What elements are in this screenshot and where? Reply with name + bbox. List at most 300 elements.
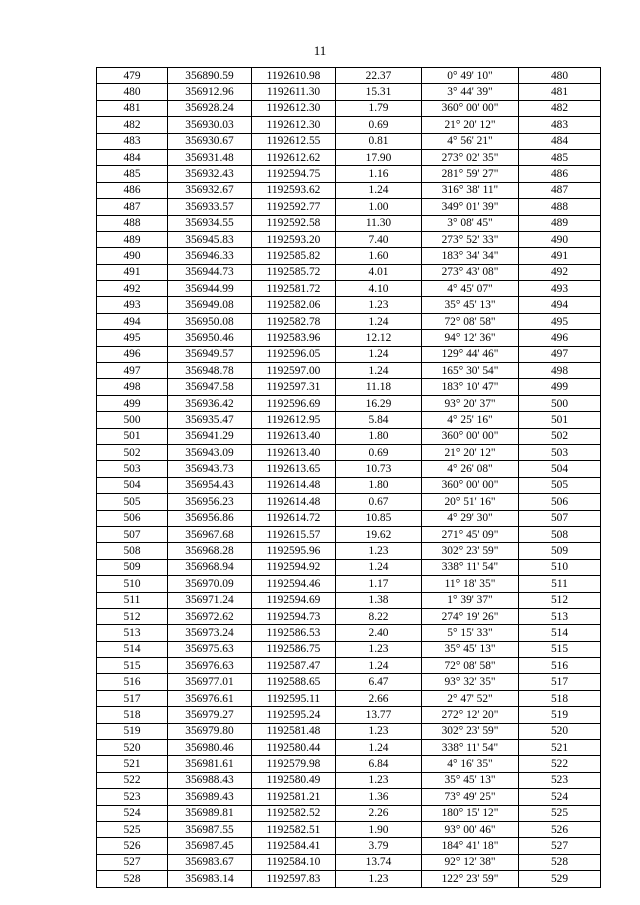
point-number-cell: 504 — [97, 477, 168, 493]
bearing-cell: 35° 45' 13" — [422, 641, 519, 657]
distance-cell: 10.73 — [336, 461, 422, 477]
table-row — [97, 789, 601, 805]
table-row — [97, 772, 601, 788]
y-coordinate-cell: 1192587.47 — [252, 658, 336, 674]
x-coordinate-cell: 356941.29 — [168, 428, 252, 444]
x-coordinate-cell: 356977.01 — [168, 674, 252, 690]
distance-cell: 1.23 — [336, 543, 422, 559]
x-coordinate-cell: 356912.96 — [168, 84, 252, 100]
next-point-cell: 515 — [519, 641, 601, 657]
bearing-cell: 35° 45' 13" — [422, 297, 519, 313]
distance-cell: 1.23 — [336, 297, 422, 313]
y-coordinate-cell: 1192581.72 — [252, 281, 336, 297]
bearing-cell: 184° 41' 18" — [422, 838, 519, 854]
table-row — [97, 330, 601, 346]
distance-cell: 15.31 — [336, 84, 422, 100]
x-coordinate-cell: 356949.57 — [168, 346, 252, 362]
y-coordinate-cell: 1192582.78 — [252, 313, 336, 329]
table-row — [97, 625, 601, 641]
x-coordinate-cell: 356956.86 — [168, 510, 252, 526]
table-row — [97, 412, 601, 428]
point-number-cell: 480 — [97, 84, 168, 100]
bearing-cell: 72° 08' 58" — [422, 658, 519, 674]
table-row — [97, 461, 601, 477]
bearing-cell: 180° 15' 12" — [422, 805, 519, 821]
bearing-cell: 11° 18' 35" — [422, 576, 519, 592]
distance-cell: 1.24 — [336, 658, 422, 674]
table-row — [97, 248, 601, 264]
bearing-cell: 183° 10' 47" — [422, 379, 519, 395]
next-point-cell: 511 — [519, 576, 601, 592]
bearing-cell: 21° 20' 12" — [422, 117, 519, 133]
x-coordinate-cell: 356976.63 — [168, 658, 252, 674]
next-point-cell: 529 — [519, 871, 601, 887]
y-coordinate-cell: 1192610.98 — [252, 68, 336, 84]
point-number-cell: 502 — [97, 444, 168, 460]
y-coordinate-cell: 1192594.75 — [252, 166, 336, 182]
distance-cell: 5.84 — [336, 412, 422, 428]
next-point-cell: 488 — [519, 199, 601, 215]
next-point-cell: 525 — [519, 805, 601, 821]
table-row — [97, 658, 601, 674]
point-number-cell: 517 — [97, 690, 168, 706]
x-coordinate-cell: 356988.43 — [168, 772, 252, 788]
x-coordinate-cell: 356979.80 — [168, 723, 252, 739]
x-coordinate-cell: 356979.27 — [168, 707, 252, 723]
y-coordinate-cell: 1192581.48 — [252, 723, 336, 739]
x-coordinate-cell: 356954.43 — [168, 477, 252, 493]
y-coordinate-cell: 1192592.77 — [252, 199, 336, 215]
distance-cell: 13.74 — [336, 854, 422, 870]
table-row — [97, 510, 601, 526]
bearing-cell: 72° 08' 58" — [422, 313, 519, 329]
distance-cell: 1.23 — [336, 723, 422, 739]
x-coordinate-cell: 356945.83 — [168, 231, 252, 247]
next-point-cell: 516 — [519, 658, 601, 674]
y-coordinate-cell: 1192586.75 — [252, 641, 336, 657]
coordinates-table — [96, 67, 601, 888]
next-point-cell: 519 — [519, 707, 601, 723]
y-coordinate-cell: 1192580.49 — [252, 772, 336, 788]
point-number-cell: 526 — [97, 838, 168, 854]
point-number-cell: 514 — [97, 641, 168, 657]
distance-cell: 0.69 — [336, 117, 422, 133]
point-number-cell: 516 — [97, 674, 168, 690]
bearing-cell: 4° 29' 30" — [422, 510, 519, 526]
y-coordinate-cell: 1192582.52 — [252, 805, 336, 821]
point-number-cell: 490 — [97, 248, 168, 264]
x-coordinate-cell: 356950.46 — [168, 330, 252, 346]
distance-cell: 2.40 — [336, 625, 422, 641]
next-point-cell: 503 — [519, 444, 601, 460]
point-number-cell: 506 — [97, 510, 168, 526]
point-number-cell: 497 — [97, 363, 168, 379]
y-coordinate-cell: 1192613.40 — [252, 428, 336, 444]
x-coordinate-cell: 356987.45 — [168, 838, 252, 854]
point-number-cell: 486 — [97, 182, 168, 198]
bearing-cell: 4° 26' 08" — [422, 461, 519, 477]
y-coordinate-cell: 1192614.48 — [252, 477, 336, 493]
y-coordinate-cell: 1192612.30 — [252, 100, 336, 116]
y-coordinate-cell: 1192612.95 — [252, 412, 336, 428]
table-row — [97, 281, 601, 297]
y-coordinate-cell: 1192594.46 — [252, 576, 336, 592]
table-row — [97, 477, 601, 493]
bearing-cell: 93° 20' 37" — [422, 395, 519, 411]
next-point-cell: 495 — [519, 313, 601, 329]
table-row — [97, 149, 601, 165]
x-coordinate-cell: 356931.48 — [168, 149, 252, 165]
next-point-cell: 485 — [519, 149, 601, 165]
bearing-cell: 273° 52' 33" — [422, 231, 519, 247]
distance-cell: 2.66 — [336, 690, 422, 706]
bearing-cell: 360° 00' 00" — [422, 428, 519, 444]
y-coordinate-cell: 1192596.69 — [252, 395, 336, 411]
distance-cell: 1.80 — [336, 428, 422, 444]
table-row — [97, 363, 601, 379]
table-row — [97, 428, 601, 444]
point-number-cell: 494 — [97, 313, 168, 329]
distance-cell: 1.17 — [336, 576, 422, 592]
distance-cell: 12.12 — [336, 330, 422, 346]
x-coordinate-cell: 356950.08 — [168, 313, 252, 329]
table-row — [97, 199, 601, 215]
bearing-cell: 20° 51' 16" — [422, 494, 519, 510]
y-coordinate-cell: 1192582.06 — [252, 297, 336, 313]
next-point-cell: 513 — [519, 608, 601, 624]
next-point-cell: 483 — [519, 117, 601, 133]
y-coordinate-cell: 1192613.40 — [252, 444, 336, 460]
table-row — [97, 215, 601, 231]
point-number-cell: 482 — [97, 117, 168, 133]
bearing-cell: 165° 30' 54" — [422, 363, 519, 379]
bearing-cell: 93° 00' 46" — [422, 821, 519, 837]
bearing-cell: 4° 45' 07" — [422, 281, 519, 297]
bearing-cell: 94° 12' 36" — [422, 330, 519, 346]
y-coordinate-cell: 1192595.96 — [252, 543, 336, 559]
next-point-cell: 504 — [519, 461, 601, 477]
x-coordinate-cell: 356980.46 — [168, 740, 252, 756]
distance-cell: 6.84 — [336, 756, 422, 772]
y-coordinate-cell: 1192597.83 — [252, 871, 336, 887]
point-number-cell: 483 — [97, 133, 168, 149]
next-point-cell: 492 — [519, 264, 601, 280]
point-number-cell: 493 — [97, 297, 168, 313]
bearing-cell: 183° 34' 34" — [422, 248, 519, 264]
x-coordinate-cell: 356976.61 — [168, 690, 252, 706]
bearing-cell: 274° 19' 26" — [422, 608, 519, 624]
table-row — [97, 690, 601, 706]
y-coordinate-cell: 1192594.69 — [252, 592, 336, 608]
bearing-cell: 302° 23' 59" — [422, 543, 519, 559]
x-coordinate-cell: 356970.09 — [168, 576, 252, 592]
next-point-cell: 528 — [519, 854, 601, 870]
page-number: 11 — [313, 43, 327, 58]
distance-cell: 1.79 — [336, 100, 422, 116]
y-coordinate-cell: 1192611.30 — [252, 84, 336, 100]
next-point-cell: 490 — [519, 231, 601, 247]
distance-cell: 8.22 — [336, 608, 422, 624]
point-number-cell: 519 — [97, 723, 168, 739]
point-number-cell: 509 — [97, 559, 168, 575]
bearing-cell: 3° 44' 39" — [422, 84, 519, 100]
y-coordinate-cell: 1192597.00 — [252, 363, 336, 379]
distance-cell: 1.24 — [336, 182, 422, 198]
table-row — [97, 674, 601, 690]
point-number-cell: 523 — [97, 789, 168, 805]
table-row — [97, 805, 601, 821]
x-coordinate-cell: 356943.73 — [168, 461, 252, 477]
bearing-cell: 5° 15' 33" — [422, 625, 519, 641]
x-coordinate-cell: 356944.99 — [168, 281, 252, 297]
x-coordinate-cell: 356946.33 — [168, 248, 252, 264]
bearing-cell: 21° 20' 12" — [422, 444, 519, 460]
distance-cell: 13.77 — [336, 707, 422, 723]
x-coordinate-cell: 356932.43 — [168, 166, 252, 182]
y-coordinate-cell: 1192614.72 — [252, 510, 336, 526]
table-row — [97, 68, 601, 84]
y-coordinate-cell: 1192615.57 — [252, 526, 336, 542]
x-coordinate-cell: 356967.68 — [168, 526, 252, 542]
point-number-cell: 528 — [97, 871, 168, 887]
next-point-cell: 482 — [519, 100, 601, 116]
distance-cell: 6.47 — [336, 674, 422, 690]
distance-cell: 1.23 — [336, 871, 422, 887]
distance-cell: 16.29 — [336, 395, 422, 411]
bearing-cell: 338° 11' 54" — [422, 559, 519, 575]
distance-cell: 3.79 — [336, 838, 422, 854]
table-row — [97, 494, 601, 510]
x-coordinate-cell: 356972.62 — [168, 608, 252, 624]
point-number-cell: 510 — [97, 576, 168, 592]
point-number-cell: 485 — [97, 166, 168, 182]
point-number-cell: 518 — [97, 707, 168, 723]
y-coordinate-cell: 1192612.30 — [252, 117, 336, 133]
y-coordinate-cell: 1192579.98 — [252, 756, 336, 772]
bearing-cell: 281° 59' 27" — [422, 166, 519, 182]
point-number-cell: 492 — [97, 281, 168, 297]
bearing-cell: 271° 45' 09" — [422, 526, 519, 542]
distance-cell: 1.23 — [336, 641, 422, 657]
next-point-cell: 491 — [519, 248, 601, 264]
table-row — [97, 526, 601, 542]
table-row — [97, 182, 601, 198]
next-point-cell: 524 — [519, 789, 601, 805]
table-row — [97, 608, 601, 624]
table-row — [97, 231, 601, 247]
x-coordinate-cell: 356968.28 — [168, 543, 252, 559]
table-row — [97, 854, 601, 870]
point-number-cell: 527 — [97, 854, 168, 870]
table-row — [97, 723, 601, 739]
x-coordinate-cell: 356968.94 — [168, 559, 252, 575]
distance-cell: 1.24 — [336, 559, 422, 575]
next-point-cell: 500 — [519, 395, 601, 411]
y-coordinate-cell: 1192593.62 — [252, 182, 336, 198]
table-row — [97, 264, 601, 280]
next-point-cell: 494 — [519, 297, 601, 313]
x-coordinate-cell: 356933.57 — [168, 199, 252, 215]
point-number-cell: 489 — [97, 231, 168, 247]
table-row — [97, 821, 601, 837]
table-row — [97, 444, 601, 460]
bearing-cell: 92° 12' 38" — [422, 854, 519, 870]
next-point-cell: 517 — [519, 674, 601, 690]
y-coordinate-cell: 1192597.31 — [252, 379, 336, 395]
point-number-cell: 520 — [97, 740, 168, 756]
table-row — [97, 313, 601, 329]
distance-cell: 0.81 — [336, 133, 422, 149]
y-coordinate-cell: 1192595.24 — [252, 707, 336, 723]
bearing-cell: 3° 08' 45" — [422, 215, 519, 231]
y-coordinate-cell: 1192595.11 — [252, 690, 336, 706]
distance-cell: 1.24 — [336, 346, 422, 362]
y-coordinate-cell: 1192612.62 — [252, 149, 336, 165]
y-coordinate-cell: 1192613.65 — [252, 461, 336, 477]
next-point-cell: 501 — [519, 412, 601, 428]
table-row — [97, 740, 601, 756]
point-number-cell: 499 — [97, 395, 168, 411]
y-coordinate-cell: 1192584.10 — [252, 854, 336, 870]
y-coordinate-cell: 1192583.96 — [252, 330, 336, 346]
y-coordinate-cell: 1192585.82 — [252, 248, 336, 264]
next-point-cell: 507 — [519, 510, 601, 526]
x-coordinate-cell: 356943.09 — [168, 444, 252, 460]
next-point-cell: 484 — [519, 133, 601, 149]
point-number-cell: 481 — [97, 100, 168, 116]
distance-cell: 4.10 — [336, 281, 422, 297]
table-row — [97, 297, 601, 313]
distance-cell: 1.23 — [336, 772, 422, 788]
y-coordinate-cell: 1192594.73 — [252, 608, 336, 624]
point-number-cell: 508 — [97, 543, 168, 559]
bearing-cell: 302° 23' 59" — [422, 723, 519, 739]
next-point-cell: 486 — [519, 166, 601, 182]
x-coordinate-cell: 356983.14 — [168, 871, 252, 887]
next-point-cell: 506 — [519, 494, 601, 510]
distance-cell: 11.30 — [336, 215, 422, 231]
x-coordinate-cell: 356971.24 — [168, 592, 252, 608]
point-number-cell: 524 — [97, 805, 168, 821]
y-coordinate-cell: 1192580.44 — [252, 740, 336, 756]
table-row — [97, 166, 601, 182]
distance-cell: 2.26 — [336, 805, 422, 821]
y-coordinate-cell: 1192588.65 — [252, 674, 336, 690]
y-coordinate-cell: 1192592.58 — [252, 215, 336, 231]
y-coordinate-cell: 1192585.72 — [252, 264, 336, 280]
point-number-cell: 484 — [97, 149, 168, 165]
x-coordinate-cell: 356930.67 — [168, 133, 252, 149]
bearing-cell: 316° 38' 11" — [422, 182, 519, 198]
distance-cell: 10.85 — [336, 510, 422, 526]
distance-cell: 11.18 — [336, 379, 422, 395]
bearing-cell: 273° 43' 08" — [422, 264, 519, 280]
bearing-cell: 129° 44' 46" — [422, 346, 519, 362]
point-number-cell: 507 — [97, 526, 168, 542]
point-number-cell: 512 — [97, 608, 168, 624]
next-point-cell: 522 — [519, 756, 601, 772]
point-number-cell: 501 — [97, 428, 168, 444]
next-point-cell: 505 — [519, 477, 601, 493]
next-point-cell: 497 — [519, 346, 601, 362]
distance-cell: 19.62 — [336, 526, 422, 542]
bearing-cell: 35° 45' 13" — [422, 772, 519, 788]
y-coordinate-cell: 1192581.21 — [252, 789, 336, 805]
distance-cell: 1.24 — [336, 313, 422, 329]
point-number-cell: 479 — [97, 68, 168, 84]
bearing-cell: 360° 00' 00" — [422, 100, 519, 116]
next-point-cell: 496 — [519, 330, 601, 346]
x-coordinate-cell: 356989.81 — [168, 805, 252, 821]
next-point-cell: 510 — [519, 559, 601, 575]
point-number-cell: 498 — [97, 379, 168, 395]
table-row — [97, 395, 601, 411]
x-coordinate-cell: 356890.59 — [168, 68, 252, 84]
point-number-cell: 503 — [97, 461, 168, 477]
distance-cell: 7.40 — [336, 231, 422, 247]
next-point-cell: 493 — [519, 281, 601, 297]
next-point-cell: 526 — [519, 821, 601, 837]
x-coordinate-cell: 356935.47 — [168, 412, 252, 428]
next-point-cell: 521 — [519, 740, 601, 756]
next-point-cell: 508 — [519, 526, 601, 542]
x-coordinate-cell: 356928.24 — [168, 100, 252, 116]
point-number-cell: 511 — [97, 592, 168, 608]
x-coordinate-cell: 356948.78 — [168, 363, 252, 379]
y-coordinate-cell: 1192596.05 — [252, 346, 336, 362]
next-point-cell: 520 — [519, 723, 601, 739]
point-number-cell: 487 — [97, 199, 168, 215]
x-coordinate-cell: 356947.58 — [168, 379, 252, 395]
bearing-cell: 4° 16' 35" — [422, 756, 519, 772]
table-row — [97, 133, 601, 149]
x-coordinate-cell: 356981.61 — [168, 756, 252, 772]
distance-cell: 22.37 — [336, 68, 422, 84]
bearing-cell: 360° 00' 00" — [422, 477, 519, 493]
point-number-cell: 525 — [97, 821, 168, 837]
distance-cell: 1.60 — [336, 248, 422, 264]
point-number-cell: 500 — [97, 412, 168, 428]
bearing-cell: 338° 11' 54" — [422, 740, 519, 756]
table-row — [97, 84, 601, 100]
bearing-cell: 273° 02' 35" — [422, 149, 519, 165]
distance-cell: 1.24 — [336, 740, 422, 756]
y-coordinate-cell: 1192593.20 — [252, 231, 336, 247]
distance-cell: 1.80 — [336, 477, 422, 493]
point-number-cell: 522 — [97, 772, 168, 788]
next-point-cell: 487 — [519, 182, 601, 198]
table-row — [97, 576, 601, 592]
bearing-cell: 122° 23' 59" — [422, 871, 519, 887]
next-point-cell: 518 — [519, 690, 601, 706]
table-row — [97, 838, 601, 854]
x-coordinate-cell: 356936.42 — [168, 395, 252, 411]
point-number-cell: 515 — [97, 658, 168, 674]
y-coordinate-cell: 1192586.53 — [252, 625, 336, 641]
next-point-cell: 489 — [519, 215, 601, 231]
point-number-cell: 513 — [97, 625, 168, 641]
distance-cell: 1.38 — [336, 592, 422, 608]
distance-cell: 1.16 — [336, 166, 422, 182]
x-coordinate-cell: 356934.55 — [168, 215, 252, 231]
table-row — [97, 641, 601, 657]
next-point-cell: 502 — [519, 428, 601, 444]
table-row — [97, 559, 601, 575]
x-coordinate-cell: 356973.24 — [168, 625, 252, 641]
bearing-cell: 1° 39' 37" — [422, 592, 519, 608]
bearing-cell: 2° 47' 52" — [422, 690, 519, 706]
y-coordinate-cell: 1192612.55 — [252, 133, 336, 149]
